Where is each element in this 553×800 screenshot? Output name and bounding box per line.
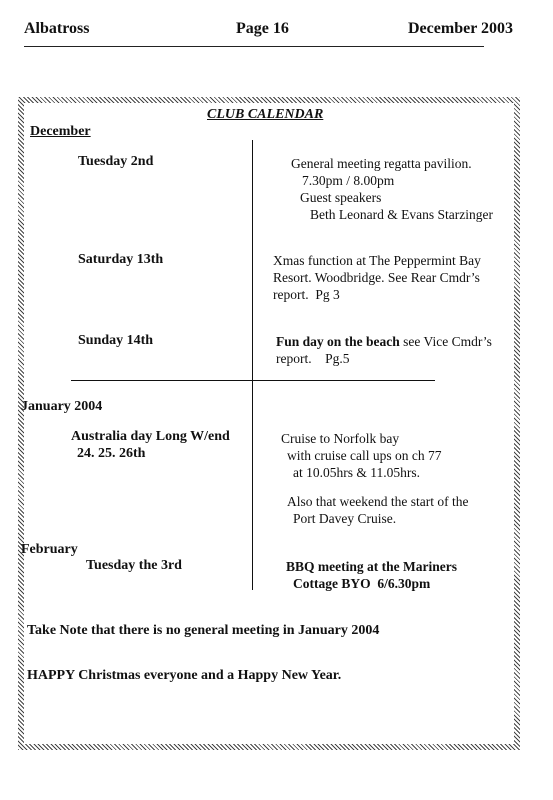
- event-date: Tuesday the 3rd: [86, 558, 182, 573]
- event-description-line: report. Pg 3: [273, 287, 340, 302]
- event-date: Sunday 14th: [78, 333, 154, 348]
- event-description-line: Also that weekend the start of the: [287, 494, 469, 509]
- column-divider: [252, 140, 253, 590]
- month-january: January 2004: [21, 399, 103, 414]
- event-description-line: with cruise call ups on ch 77: [287, 448, 442, 463]
- event-date: Saturday 13th: [78, 252, 164, 267]
- event-highlight: Fun day on the beach: [276, 334, 400, 349]
- no-meeting-notice: Take Note that there is no general meeting in January 2004: [27, 623, 380, 638]
- event-description-line: Guest speakers: [300, 190, 382, 205]
- season-greeting: HAPPY Christmas everyone and a Happy New Year.: [27, 668, 342, 683]
- event-description-line: Cottage BYO 6/6.30pm: [293, 576, 431, 591]
- event-description-line: [276, 333, 492, 350]
- month-divider: [71, 380, 435, 381]
- event-description-line: General meeting regatta pavilion.: [291, 156, 472, 171]
- month-february: February: [21, 542, 78, 557]
- header-publication-name: Albatross: [24, 20, 90, 37]
- header-page-number: Page 16: [236, 20, 289, 37]
- event-description-line: report. Pg.5: [276, 351, 350, 366]
- calendar-title: CLUB CALENDAR: [207, 107, 324, 122]
- event-description-line: Port Davey Cruise.: [293, 511, 397, 526]
- event-description-line: Beth Leonard & Evans Starzinger: [310, 207, 493, 222]
- month-december: December: [30, 124, 91, 139]
- event-description-line: Resort. Woodbridge. See Rear Cmdr’s: [273, 270, 480, 285]
- event-text: see Vice Cmdr’s: [399, 334, 492, 349]
- event-date: Australia day Long W/end: [71, 429, 230, 444]
- event-description-line: at 10.05hrs & 11.05hrs.: [293, 465, 420, 480]
- event-description-line: BBQ meeting at the Mariners: [286, 559, 457, 574]
- event-date: 24. 25. 26th: [77, 446, 146, 461]
- header-rule: [24, 46, 484, 47]
- calendar-frame: [18, 97, 520, 750]
- header-issue-date: December 2003: [408, 20, 513, 37]
- event-description-line: Cruise to Norfolk bay: [281, 431, 400, 446]
- event-date: Tuesday 2nd: [78, 154, 154, 169]
- event-description-line: Xmas function at The Peppermint Bay: [273, 253, 481, 268]
- event-description-line: 7.30pm / 8.00pm: [302, 173, 395, 188]
